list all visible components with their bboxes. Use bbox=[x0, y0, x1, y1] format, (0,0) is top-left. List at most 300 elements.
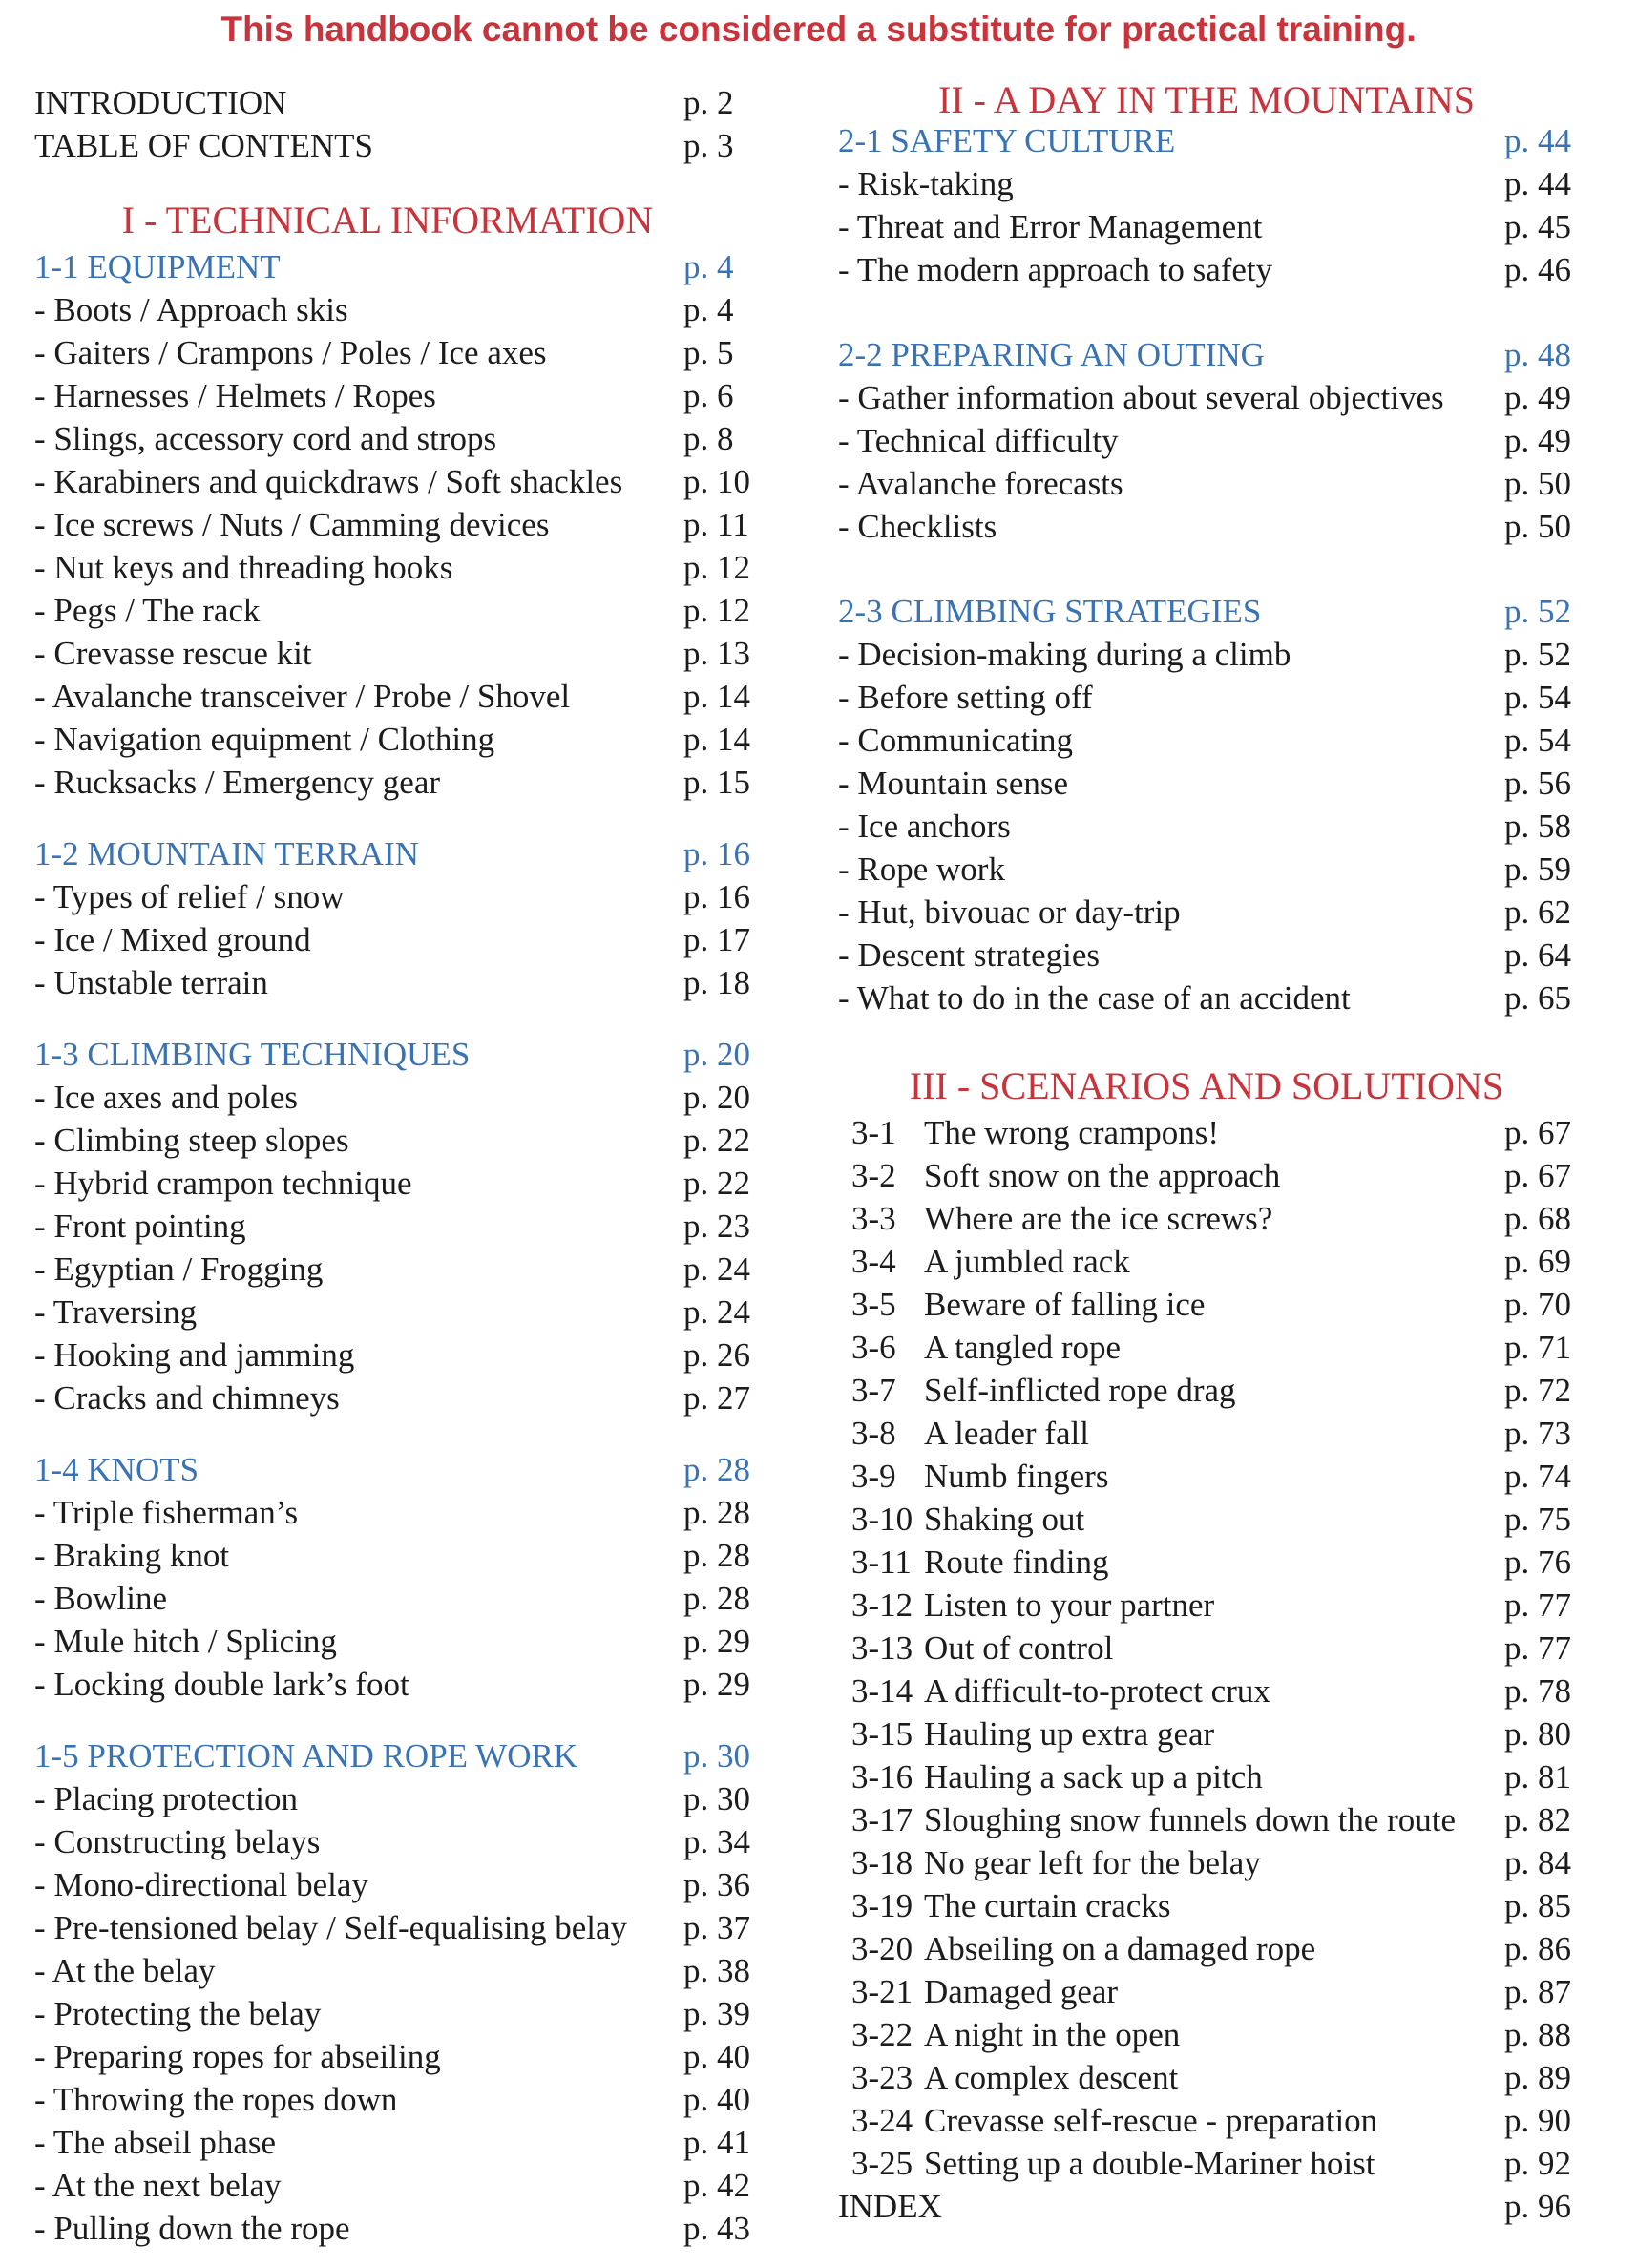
toc-entry[interactable] bbox=[838, 762, 1575, 805]
toc-entry[interactable] bbox=[34, 918, 752, 961]
scenario-title: No gear left for the belay bbox=[924, 1844, 1261, 1881]
scenario-number: 3-5 bbox=[851, 1286, 896, 1323]
toc-left-column bbox=[34, 81, 752, 2250]
entry-title: - Hooking and jamming bbox=[34, 1336, 355, 1374]
entry-page: p. 28 bbox=[683, 1537, 750, 1574]
entry-page: p. 65 bbox=[1504, 979, 1571, 1017]
toc-entry[interactable] bbox=[838, 934, 1575, 976]
entry-page: p. 5 bbox=[683, 334, 734, 371]
entry-page: p. 72 bbox=[1504, 1372, 1571, 1409]
toc-entry[interactable] bbox=[34, 1906, 752, 1949]
entry-page: p. 62 bbox=[1504, 893, 1571, 931]
scenario-entry[interactable] bbox=[838, 1798, 1575, 1841]
entry-page: p. 50 bbox=[1504, 508, 1571, 545]
entry-page: p. 86 bbox=[1504, 1930, 1571, 1967]
entry-title: - Triple fisherman’s bbox=[34, 1494, 299, 1531]
toc-entry[interactable] bbox=[34, 675, 752, 718]
scenario-number: 3-17 bbox=[851, 1801, 913, 1838]
toc-entry[interactable] bbox=[34, 1992, 752, 2035]
entry-title: - Unstable terrain bbox=[34, 964, 268, 1001]
scenario-number: 3-2 bbox=[851, 1157, 896, 1194]
section-heading-climbing-techniques[interactable] bbox=[34, 1033, 752, 1076]
toc-entry[interactable] bbox=[34, 1376, 752, 1419]
scenario-number: 3-12 bbox=[851, 1586, 913, 1624]
entry-title: - Slings, accessory cord and strops bbox=[34, 420, 497, 457]
scenario-number: 3-22 bbox=[851, 2016, 913, 2053]
entry-title: - Ice / Mixed ground bbox=[34, 921, 311, 958]
entry-page: p. 42 bbox=[683, 2167, 750, 2204]
scenario-entry[interactable] bbox=[838, 1584, 1575, 1627]
toc-entry[interactable] bbox=[34, 1663, 752, 1706]
toc-entry[interactable] bbox=[34, 1620, 752, 1663]
section-page: p. 48 bbox=[1504, 336, 1571, 373]
part-heading-technical-information bbox=[34, 196, 752, 245]
entry-title: - Ice screws / Nuts / Camming devices bbox=[34, 506, 550, 543]
scenario-entry[interactable] bbox=[838, 1369, 1575, 1412]
section-title: 2-1 SAFETY CULTURE bbox=[838, 122, 1176, 159]
scenario-entry[interactable] bbox=[838, 1627, 1575, 1670]
toc-entry[interactable] bbox=[34, 1119, 752, 1162]
scenario-entry[interactable] bbox=[838, 2013, 1575, 2056]
entry-page: p. 75 bbox=[1504, 1501, 1571, 1538]
entry-page: p. 34 bbox=[683, 1823, 750, 1860]
entry-title: - Throwing the ropes down bbox=[34, 2081, 398, 2118]
section-page: p. 16 bbox=[683, 835, 750, 872]
toc-entry[interactable] bbox=[34, 1949, 752, 1992]
section-page: p. 28 bbox=[683, 1451, 750, 1488]
entry-title: - Mule hitch / Splicing bbox=[34, 1623, 337, 1660]
entry-page: p. 12 bbox=[683, 592, 750, 629]
scenario-entry[interactable] bbox=[838, 1326, 1575, 1369]
section-page: p. 20 bbox=[683, 1036, 750, 1073]
scenario-entry[interactable] bbox=[838, 1455, 1575, 1498]
scenario-number: 3-16 bbox=[851, 1758, 913, 1796]
scenario-number: 3-7 bbox=[851, 1372, 896, 1409]
toc-entry[interactable] bbox=[838, 162, 1575, 205]
entry-page: p. 29 bbox=[683, 1623, 750, 1660]
entry-page: p. 11 bbox=[683, 506, 749, 543]
toc-entry[interactable] bbox=[838, 376, 1575, 419]
entry-title: - Protecting the belay bbox=[34, 1995, 322, 2032]
entry-title: - Mono-directional belay bbox=[34, 1866, 368, 1903]
entry-page: p. 44 bbox=[1504, 165, 1571, 202]
toc-entry[interactable] bbox=[34, 875, 752, 918]
entry-title: - Crevasse rescue kit bbox=[34, 635, 312, 672]
toc-entry-introduction[interactable] bbox=[34, 81, 752, 124]
scenario-entry[interactable] bbox=[838, 1154, 1575, 1197]
entry-page: p. 43 bbox=[683, 2210, 750, 2247]
toc-entry[interactable] bbox=[838, 805, 1575, 848]
toc-entry[interactable] bbox=[34, 503, 752, 546]
entry-page: p. 26 bbox=[683, 1336, 750, 1374]
section-title: 1-2 MOUNTAIN TERRAIN bbox=[34, 835, 419, 872]
entry-page: p. 70 bbox=[1504, 1286, 1571, 1323]
entry-page: p. 89 bbox=[1504, 2059, 1571, 2096]
entry-page: p. 74 bbox=[1504, 1458, 1571, 1495]
scenario-title: The wrong crampons! bbox=[924, 1114, 1220, 1151]
entry-page: p. 24 bbox=[683, 1250, 750, 1288]
entry-page: p. 12 bbox=[683, 549, 750, 586]
scenario-title: Self-inflicted rope drag bbox=[924, 1372, 1236, 1409]
entry-page: p. 28 bbox=[683, 1494, 750, 1531]
toc-entry[interactable] bbox=[34, 374, 752, 417]
entry-page: p. 90 bbox=[1504, 2102, 1571, 2139]
scenario-entry[interactable] bbox=[838, 1970, 1575, 2013]
toc-entry[interactable] bbox=[34, 1820, 752, 1863]
entry-title: - Descent strategies bbox=[838, 936, 1101, 974]
section-page: p. 52 bbox=[1504, 593, 1571, 630]
scenario-title: A tangled rope bbox=[924, 1329, 1122, 1366]
toc-entry[interactable] bbox=[34, 1863, 752, 1906]
entry-page: p. 59 bbox=[1504, 850, 1571, 888]
scenario-number: 3-23 bbox=[851, 2059, 913, 2096]
scenario-title: Crevasse self-rescue - preparation bbox=[924, 2102, 1378, 2139]
scenario-number: 3-1 bbox=[851, 1114, 896, 1151]
entry-page: p. 76 bbox=[1504, 1544, 1571, 1581]
entry-title: - Constructing belays bbox=[34, 1823, 321, 1860]
entry-page: p. 2 bbox=[683, 84, 734, 121]
entry-title: INDEX bbox=[838, 2188, 942, 2225]
entry-title: - Communicating bbox=[838, 722, 1073, 759]
entry-page: p. 54 bbox=[1504, 722, 1571, 759]
scenario-title: A difficult-to-protect crux bbox=[924, 1672, 1270, 1710]
scenario-entry[interactable] bbox=[838, 1884, 1575, 1927]
entry-title: - Harnesses / Helmets / Ropes bbox=[34, 377, 436, 414]
toc-entry[interactable] bbox=[838, 848, 1575, 891]
toc-entry[interactable] bbox=[34, 961, 752, 1004]
entry-page: p. 77 bbox=[1504, 1629, 1571, 1667]
toc-entry[interactable] bbox=[34, 331, 752, 374]
scenario-title: Hauling up extra gear bbox=[924, 1715, 1215, 1753]
toc-entry[interactable] bbox=[838, 633, 1575, 676]
toc-entry[interactable] bbox=[838, 419, 1575, 462]
scenario-title: Out of control bbox=[924, 1629, 1114, 1667]
entry-title: - Boots / Approach skis bbox=[34, 291, 348, 328]
entry-page: p. 49 bbox=[1504, 422, 1571, 459]
toc-entry[interactable] bbox=[34, 718, 752, 761]
scenario-number: 3-21 bbox=[851, 1973, 913, 2010]
entry-title: - Preparing ropes for abseiling bbox=[34, 2038, 441, 2075]
part-heading-scenarios-and-solutions bbox=[838, 1061, 1575, 1111]
scenario-number: 3-11 bbox=[851, 1544, 912, 1581]
toc-entry[interactable] bbox=[838, 891, 1575, 934]
entry-title: - Karabiners and quickdraws / Soft shackles bbox=[34, 463, 623, 500]
scenario-entry[interactable] bbox=[838, 1283, 1575, 1326]
toc-entry[interactable] bbox=[34, 632, 752, 675]
scenario-title: A leader fall bbox=[924, 1415, 1089, 1452]
toc-entry[interactable] bbox=[34, 1076, 752, 1119]
toc-entry-index[interactable] bbox=[838, 2185, 1575, 2228]
scenario-number: 3-25 bbox=[851, 2145, 913, 2182]
entry-page: p. 37 bbox=[683, 1909, 750, 1946]
entry-title: - Rucksacks / Emergency gear bbox=[34, 764, 441, 801]
entry-title: - Pre-tensioned belay / Self-equalising belay bbox=[34, 1909, 628, 1946]
entry-page: p. 8 bbox=[683, 420, 734, 457]
entry-page: p. 50 bbox=[1504, 465, 1571, 502]
entry-page: p. 67 bbox=[1504, 1157, 1571, 1194]
entry-title: INTRODUCTION bbox=[34, 84, 287, 121]
toc-entry-table-of-contents[interactable] bbox=[34, 124, 752, 167]
entry-title: - Ice anchors bbox=[838, 808, 1011, 845]
toc-entry[interactable] bbox=[34, 1534, 752, 1577]
entry-page: p. 14 bbox=[683, 721, 750, 758]
entry-page: p. 78 bbox=[1504, 1672, 1571, 1710]
entry-page: p. 77 bbox=[1504, 1586, 1571, 1624]
toc-entry[interactable] bbox=[34, 546, 752, 589]
toc-entry[interactable] bbox=[34, 2035, 752, 2078]
scenario-entry[interactable] bbox=[838, 1240, 1575, 1283]
toc-entry[interactable] bbox=[34, 288, 752, 331]
entry-page: p. 39 bbox=[683, 1995, 750, 2032]
entry-title: - Checklists bbox=[838, 508, 997, 545]
entry-title: - Bowline bbox=[34, 1580, 168, 1617]
entry-page: p. 13 bbox=[683, 635, 750, 672]
scenario-entry[interactable] bbox=[838, 1197, 1575, 1240]
entry-page: p. 23 bbox=[683, 1208, 750, 1245]
entry-page: p. 68 bbox=[1504, 1200, 1571, 1237]
entry-page: p. 80 bbox=[1504, 1715, 1571, 1753]
toc-entry[interactable] bbox=[34, 761, 752, 804]
entry-title: - Pulling down the rope bbox=[34, 2210, 350, 2247]
entry-title: - Cracks and chimneys bbox=[34, 1379, 340, 1417]
scenario-number: 3-13 bbox=[851, 1629, 913, 1667]
entry-page: p. 30 bbox=[683, 1780, 750, 1817]
entry-title: - Pegs / The rack bbox=[34, 592, 261, 629]
entry-title: - Hybrid crampon technique bbox=[34, 1165, 412, 1202]
scenario-entry[interactable] bbox=[838, 2142, 1575, 2185]
scenario-number: 3-4 bbox=[851, 1243, 896, 1280]
scenario-title: Damaged gear bbox=[924, 1973, 1119, 2010]
scenario-entry[interactable] bbox=[838, 1841, 1575, 1884]
entry-title: - At the next belay bbox=[34, 2167, 282, 2204]
toc-entry[interactable] bbox=[34, 1334, 752, 1376]
entry-page: p. 58 bbox=[1504, 808, 1571, 845]
toc-entry[interactable] bbox=[34, 2078, 752, 2121]
entry-page: p. 46 bbox=[1504, 251, 1571, 288]
entry-page: p. 38 bbox=[683, 1952, 750, 1989]
scenario-title: A jumbled rack bbox=[924, 1243, 1130, 1280]
section-heading-knots[interactable] bbox=[34, 1448, 752, 1491]
part-heading-a-day-in-the-mountains bbox=[838, 75, 1575, 125]
section-title: 1-1 EQUIPMENT bbox=[34, 248, 281, 285]
scenario-number: 3-24 bbox=[851, 2102, 913, 2139]
entry-page: p. 56 bbox=[1504, 765, 1571, 802]
toc-entry[interactable] bbox=[34, 460, 752, 503]
entry-page: p. 54 bbox=[1504, 679, 1571, 716]
entry-title: - Placing protection bbox=[34, 1780, 299, 1817]
entry-page: p. 81 bbox=[1504, 1758, 1571, 1796]
entry-page: p. 6 bbox=[683, 377, 734, 414]
entry-title: - Locking double lark’s foot bbox=[34, 1666, 409, 1703]
toc-entry[interactable] bbox=[838, 505, 1575, 548]
toc-entry[interactable] bbox=[34, 1577, 752, 1620]
part-title: II - A DAY IN THE MOUNTAINS bbox=[938, 78, 1475, 121]
entry-title: - Traversing bbox=[34, 1293, 198, 1331]
entry-page: p. 24 bbox=[683, 1293, 750, 1331]
entry-page: p. 28 bbox=[683, 1580, 750, 1617]
entry-page: p. 71 bbox=[1504, 1329, 1571, 1366]
section-title: 1-4 KNOTS bbox=[34, 1451, 199, 1488]
scenario-number: 3-8 bbox=[851, 1415, 896, 1452]
entry-title: - Rope work bbox=[838, 850, 1005, 888]
toc-entry[interactable] bbox=[34, 1491, 752, 1534]
scenario-number: 3-3 bbox=[851, 1200, 896, 1237]
scenario-title: Abseiling on a damaged rope bbox=[924, 1930, 1316, 1967]
section-heading-mountain-terrain[interactable] bbox=[34, 832, 752, 875]
section-heading-climbing-strategies[interactable] bbox=[838, 590, 1575, 633]
toc-entry[interactable] bbox=[838, 719, 1575, 762]
toc-entry[interactable] bbox=[34, 2164, 752, 2207]
entry-page: p. 67 bbox=[1504, 1114, 1571, 1151]
section-title: 1-5 PROTECTION AND ROPE WORK bbox=[34, 1737, 578, 1774]
entry-title: - Gather information about several objectives bbox=[838, 379, 1444, 416]
part-title: III - SCENARIOS AND SOLUTIONS bbox=[909, 1064, 1504, 1107]
scenario-entry[interactable] bbox=[838, 1111, 1575, 1154]
entry-page: p. 52 bbox=[1504, 636, 1571, 673]
toc-entry[interactable] bbox=[34, 2207, 752, 2250]
toc-entry[interactable] bbox=[34, 589, 752, 632]
toc-entry[interactable] bbox=[838, 676, 1575, 719]
entry-page: p. 17 bbox=[683, 921, 750, 958]
entry-page: p. 64 bbox=[1504, 936, 1571, 974]
scenario-entry[interactable] bbox=[838, 1412, 1575, 1455]
toc-entry[interactable] bbox=[34, 1162, 752, 1205]
scenario-title: Numb fingers bbox=[924, 1458, 1109, 1495]
entry-page: p. 4 bbox=[683, 291, 734, 328]
disclaimer-banner: This handbook cannot be considered a substitute for practical training. bbox=[220, 10, 1417, 49]
section-heading-safety-culture[interactable] bbox=[838, 119, 1575, 162]
scenario-number: 3-14 bbox=[851, 1672, 913, 1710]
toc-entry[interactable] bbox=[34, 1205, 752, 1248]
entry-page: p. 84 bbox=[1504, 1844, 1571, 1881]
scenario-title: A night in the open bbox=[924, 2016, 1181, 2053]
entry-title: - The modern approach to safety bbox=[838, 251, 1273, 288]
entry-title: - Before setting off bbox=[838, 679, 1093, 716]
entry-page: p. 40 bbox=[683, 2038, 750, 2075]
toc-entry[interactable] bbox=[34, 2121, 752, 2164]
scenario-title: Sloughing snow funnels down the route bbox=[924, 1801, 1457, 1838]
toc-entry[interactable] bbox=[34, 417, 752, 460]
section-page: p. 30 bbox=[683, 1737, 750, 1774]
section-heading-preparing-an-outing[interactable] bbox=[838, 333, 1575, 376]
toc-entry[interactable] bbox=[34, 1248, 752, 1291]
entry-page: p. 22 bbox=[683, 1165, 750, 1202]
scenario-title: A complex descent bbox=[924, 2059, 1179, 2096]
entry-title: - Ice axes and poles bbox=[34, 1079, 298, 1116]
entry-page: p. 10 bbox=[683, 463, 750, 500]
entry-title: - Types of relief / snow bbox=[34, 878, 345, 915]
toc-right-column bbox=[838, 78, 1575, 2228]
section-title: 1-3 CLIMBING TECHNIQUES bbox=[34, 1036, 471, 1073]
scenario-number: 3-15 bbox=[851, 1715, 913, 1753]
scenario-number: 3-20 bbox=[851, 1930, 913, 1967]
section-title: 2-3 CLIMBING STRATEGIES bbox=[838, 593, 1262, 630]
toc-entry[interactable] bbox=[838, 248, 1575, 291]
scenario-title: Route finding bbox=[924, 1544, 1109, 1581]
entry-title: - Navigation equipment / Clothing bbox=[34, 721, 495, 758]
entry-page: p. 14 bbox=[683, 678, 750, 715]
entry-page: p. 69 bbox=[1504, 1243, 1571, 1280]
scenario-number: 3-10 bbox=[851, 1501, 913, 1538]
scenario-entry[interactable] bbox=[838, 1498, 1575, 1541]
entry-page: p. 87 bbox=[1504, 1973, 1571, 2010]
scenario-entry[interactable] bbox=[838, 2099, 1575, 2142]
entry-page: p. 36 bbox=[683, 1866, 750, 1903]
scenario-entry[interactable] bbox=[838, 1541, 1575, 1584]
entry-page: p. 40 bbox=[683, 2081, 750, 2118]
scenario-entry[interactable] bbox=[838, 1927, 1575, 1970]
scenario-number: 3-9 bbox=[851, 1458, 896, 1495]
entry-title: - Braking knot bbox=[34, 1537, 230, 1574]
section-heading-equipment[interactable] bbox=[34, 245, 752, 288]
scenario-entry[interactable] bbox=[838, 1755, 1575, 1798]
scenario-title: Soft snow on the approach bbox=[924, 1157, 1281, 1194]
entry-page: p. 27 bbox=[683, 1379, 750, 1417]
scenario-entry[interactable] bbox=[838, 1712, 1575, 1755]
entry-title: - Nut keys and threading hooks bbox=[34, 549, 453, 586]
part-title: I - TECHNICAL INFORMATION bbox=[121, 199, 654, 242]
section-heading-protection-and-rope-work[interactable] bbox=[34, 1734, 752, 1777]
entry-title: - Gaiters / Crampons / Poles / Ice axes bbox=[34, 334, 547, 371]
scenario-title: Setting up a double-Mariner hoist bbox=[924, 2145, 1375, 2182]
entry-title: - At the belay bbox=[34, 1952, 216, 1989]
entry-page: p. 73 bbox=[1504, 1415, 1571, 1452]
scenario-title: Beware of falling ice bbox=[924, 1286, 1206, 1323]
scenario-title: Shaking out bbox=[924, 1501, 1085, 1538]
toc-entry[interactable] bbox=[34, 1777, 752, 1820]
section-title: 2-2 PREPARING AN OUTING bbox=[838, 336, 1265, 373]
entry-title: - Mountain sense bbox=[838, 765, 1069, 802]
entry-page: p. 18 bbox=[683, 964, 750, 1001]
entry-page: p. 49 bbox=[1504, 379, 1571, 416]
entry-title: - Climbing steep slopes bbox=[34, 1122, 349, 1159]
scenario-title: Where are the ice screws? bbox=[924, 1200, 1273, 1237]
entry-page: p. 41 bbox=[683, 2124, 750, 2161]
entry-page: p. 96 bbox=[1504, 2188, 1571, 2225]
entry-page: p. 20 bbox=[683, 1079, 750, 1116]
entry-title: - Risk-taking bbox=[838, 165, 1014, 202]
entry-page: p. 88 bbox=[1504, 2016, 1571, 2053]
entry-page: p. 16 bbox=[683, 878, 750, 915]
entry-page: p. 3 bbox=[683, 127, 734, 164]
entry-title: TABLE OF CONTENTS bbox=[34, 127, 373, 164]
entry-title: - Avalanche forecasts bbox=[838, 465, 1123, 502]
scenario-entry[interactable] bbox=[838, 2056, 1575, 2099]
scenario-entry[interactable] bbox=[838, 1670, 1575, 1712]
entry-page: p. 45 bbox=[1504, 208, 1571, 245]
toc-entry[interactable] bbox=[34, 1291, 752, 1334]
entry-page: p. 15 bbox=[683, 764, 750, 801]
scenario-number: 3-6 bbox=[851, 1329, 896, 1366]
toc-entry[interactable] bbox=[838, 976, 1575, 1019]
entry-title: - Technical difficulty bbox=[838, 422, 1119, 459]
toc-entry[interactable] bbox=[838, 205, 1575, 248]
entry-page: p. 82 bbox=[1504, 1801, 1571, 1838]
scenario-title: Listen to your partner bbox=[924, 1586, 1215, 1624]
toc-entry[interactable] bbox=[838, 462, 1575, 505]
scenario-number: 3-19 bbox=[851, 1887, 913, 1924]
entry-page: p. 92 bbox=[1504, 2145, 1571, 2182]
entry-page: p. 29 bbox=[683, 1666, 750, 1703]
scenario-title: Hauling a sack up a pitch bbox=[924, 1758, 1263, 1796]
entry-title: - Threat and Error Management bbox=[838, 208, 1263, 245]
scenario-title: The curtain cracks bbox=[924, 1887, 1171, 1924]
section-page: p. 4 bbox=[683, 248, 734, 285]
entry-title: - Egyptian / Frogging bbox=[34, 1250, 324, 1288]
scenario-number: 3-18 bbox=[851, 1844, 913, 1881]
entry-page: p. 22 bbox=[683, 1122, 750, 1159]
entry-title: - Decision-making during a climb bbox=[838, 636, 1291, 673]
